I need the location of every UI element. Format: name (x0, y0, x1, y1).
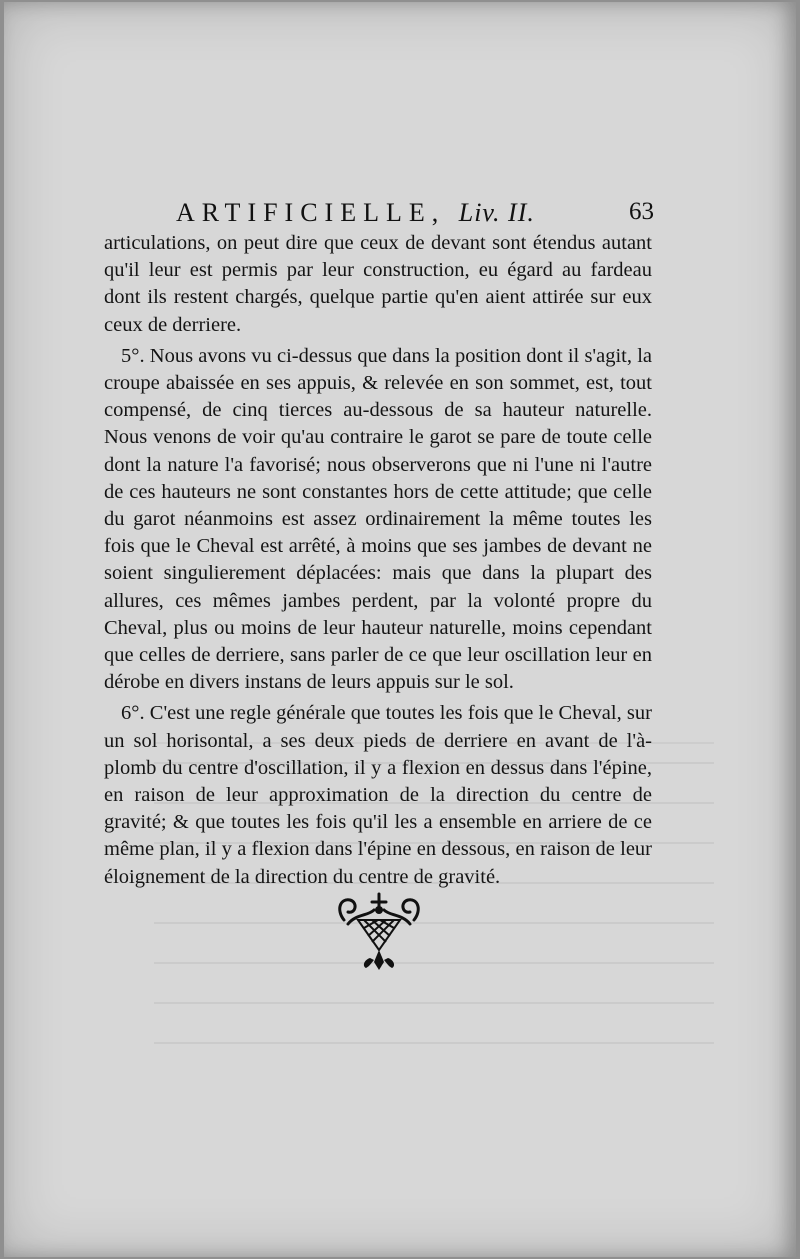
paragraph-continuation: articulations, on peut dire que ceux de devant sont étendus autant qu'il leur est permis par leur construction, eu égard au fardeau dont ils restent chargés, quelque partie qu'en aient attirée sur eux ceux de derriere. (104, 232, 652, 336)
page-header (176, 198, 654, 232)
page-number: 63 (629, 198, 654, 225)
paragraph-6: 6°. C'est une regle générale que toutes les fois que le Cheval, sur un sol horisontal, a ses deux pieds de derriere en avant de l'à-plomb du centre d'oscillation, il y a flexion en dessus dans l'épine, en raison de leur approximation de la direction du centre de gravité; & que toutes les fois qu'il les a ensemble en arriere de ce même plan, il y a flexion dans l'épine en dessous, en raison de leur éloignement de la direction du centre de gravité. (104, 702, 652, 888)
book-page (4, 2, 796, 1257)
running-head-title: ARTIFICIELLE, (176, 198, 446, 227)
running-head-book: Liv. II. (458, 198, 535, 227)
running-head (176, 198, 535, 228)
fleuron-ornament-icon (334, 890, 424, 972)
paragraph-5: 5°. Nous avons vu ci-dessus que dans la position dont il s'agit, la croupe abaissée en ses appuis, & relevée en son sommet, est, tout compensé, de cinq tierces au-dessous de sa hauteur naturelle. Nous venons de voir qu'au contraire le garot se pare de toute celle dont la nature l'a favorisé; nous observerons que ni l'une ni l'autre de ces hauteurs ne sont constantes hors de cette attitude; que celle du garot néanmoins est assez ordinairement la même toutes les fois que le Cheval est arrêté, à moins que ses jambes de devant ne soient singulierement déplacées: mais que dans la plupart des allures, ces mêmes jambes perdent, par la volonté propre du Cheval, plus ou moins de leur hauteur naturelle, moins cependant que celles de derriere, sans parler de ce que leur oscillation leur en dérobe en divers instans de leurs appuis sur le sol. (104, 344, 652, 694)
body-text (104, 230, 652, 895)
